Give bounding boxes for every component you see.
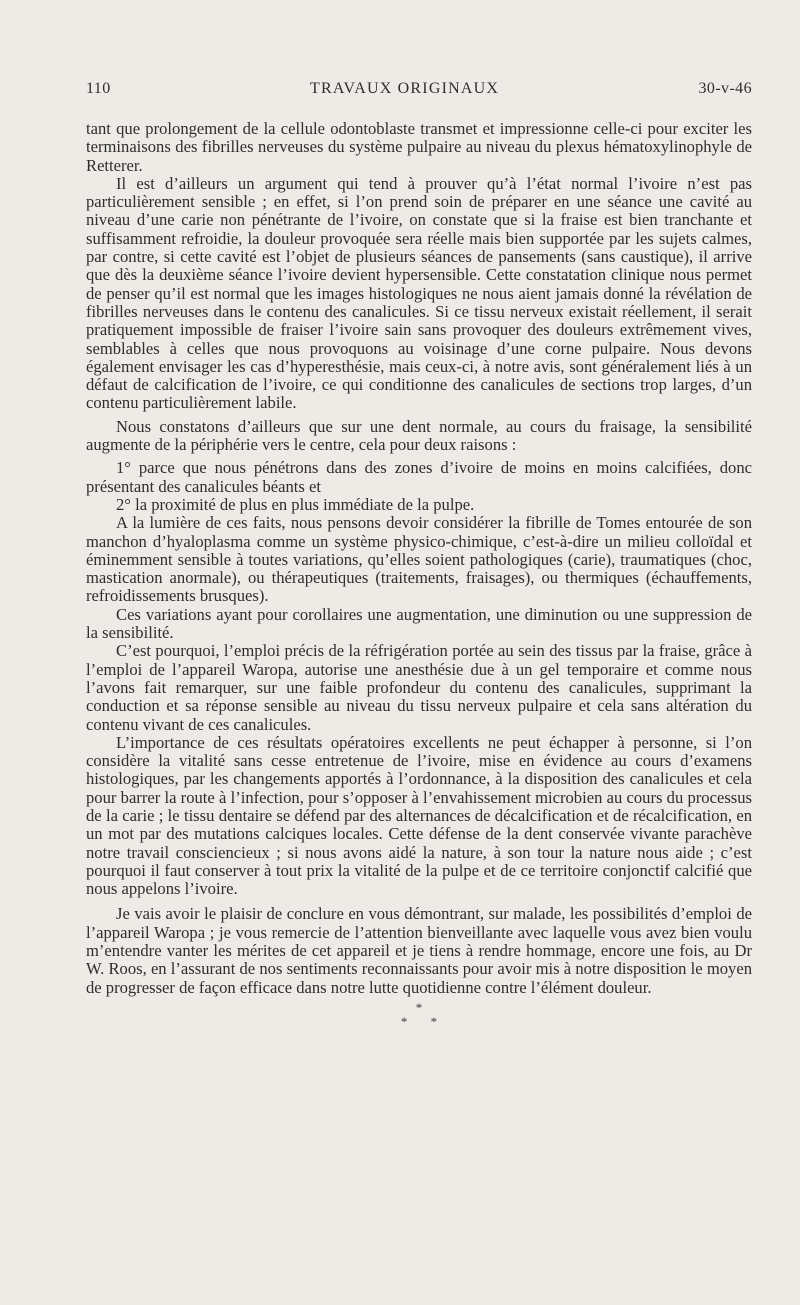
paragraph-continuation: tant que prolongement de la cellule odontoblaste transmet et impressionne celle-ci pour exciter les terminaisons des fibrilles nerveuses du système pulpaire au niveau du plexus hématoxylinophyle de Retterer. — [86, 119, 752, 175]
paragraph-variations: Ces variations ayant pour corollaires une augmentation, une diminution ou une suppression de la sensibilité. — [86, 604, 752, 643]
paragraph-fraisage: Nous constatons d’ailleurs que sur une dent normale, au cours du fraisage, la sensibilité augmente de la périphérie vers le centre, cela pour deux raisons : — [86, 416, 752, 455]
asterism-bottom: * * — [400, 1013, 448, 1029]
asterism-ornament — [86, 1001, 752, 1029]
paragraph-ivoire-argument: Il est d’ailleurs un argument qui tend à prouver qu’à l’état normal l’ivoire n’est pas particulièrement sensible ; en effet, si l’on prend soin de préparer en une séance une cavité au niveau d’une carie non pénétrante de l’ivoire, on constate que si la fraise est bien tranchante et suffisamment refroidie, la douleur provoquée sera réelle mais bien supportée par les sujets calmes, par contre, si cette cavité est l’objet de plusieurs séances de pansements (sans caustique), il arrive que dès la deuxième séance l’ivoire devient hypersensible. Cette constatation clinique nous permet de penser qu’il est normal que les images histologiques ne nous aient jamais donné la révélation de fibrilles nerveuses dans le contenu des canalicules. Si ce tissu nerveux existait réellement, il serait pratiquement impossible de fraiser l’ivoire sain sans provoquer des douleurs extrêmement vives, semblables à celles que nous provoquons au voisinage d’une corne pulpaire. Nous devons également envisager les cas d’hyperesthésie, mais ceux-ci, à notre avis, sont généralement liés à un défaut de calcification de l’ivoire, ce qui conditionne des canalicules de sections trop larges, d’un contenu particulièrement labile. — [86, 173, 752, 413]
asterism-top: * — [415, 999, 423, 1015]
page-number: 110 — [86, 80, 111, 97]
issue-date: 30-v-46 — [698, 80, 752, 97]
paragraph-importance: L’importance de ces résultats opératoires excellents ne peut échapper à personne, si l’on considère la vitalité sans cesse entretenue de l’ivoire, mise en évidence au cours d’examens histologiques, par les changements apportés à l’ordonnance, à la disposition des canalicules et cela pour barrer la route à l’infection, pour s’opposer à l’envahissement microbien au cours du processus de la carie ; le tissu dentaire se défend par des alternances de décalcification et de récalcification, en un mot par des mutations calciques locales. Cette défense de la dent conservée vivante parachève notre travail consciencieux ; si nous avons aidé la nature, à son tour la nature nous aide ; c’est pourquoi il faut conserver à tout prix la vitalité de la pulpe et de ce territoire conjonctif calcifié que nous appelons l’ivoire. — [86, 732, 752, 899]
paragraph-reason-1: 1° parce que nous pénétrons dans des zones d’ivoire de moins en moins calcifiées, donc présentant des canalicules béants et — [86, 458, 752, 496]
running-header — [86, 80, 752, 98]
article-body — [86, 120, 752, 997]
paragraph-refrigeration: C’est pourquoi, l’emploi précis de la réfrigération portée au sein des tissus par la fraise, grâce à l’emploi de l’appareil Waropa, autorise une anesthésie due à un gel temporaire et comme nous l’avons fait remarquer, sur une faible profondeur du contenu des canalicules, supprimant la conduction et sa réponse sensible au niveau du tissu nerveux pulpaire et cela sans altération du contenu vivant de ces canalicules. — [86, 641, 752, 734]
paragraph-conclusion: Je vais avoir le plaisir de conclure en vous démontrant, sur malade, les possibilités d’emploi de l’appareil Waropa ; je vous remercie de l’attention bienveillante avec laquelle vous avez bien voulu m’entendre vanter les mérites de cet appareil et je tiens à rendre hommage, encore une fois, au Dr W. Roos, en l’assurant de nos sentiments reconnaissants pour avoir mis à notre disposition le moyen de progresser de façon efficace dans notre lutte quotidienne contre l’élément douleur. — [86, 904, 752, 997]
paragraph-reason-2: 2° la proximité de plus en plus immédiate de la pulpe. — [116, 494, 475, 514]
running-title: TRAVAUX ORIGINAUX — [309, 80, 500, 97]
paragraph-fibrille-tomes: A la lumière de ces faits, nous pensons devoir considérer la fibrille de Tomes entourée de son manchon d’hyaloplasma comme un système physico-chimique, c’est-à-dire un milieu colloïdal et éminemment sensible à toutes variations, qu’elles soient pathologiques (carie), traumatiques (choc, mastication anormale), ou thérapeutiques (traitements, fraisages), ou thermiques (échauffements, refroidissements brusques). — [86, 513, 752, 606]
